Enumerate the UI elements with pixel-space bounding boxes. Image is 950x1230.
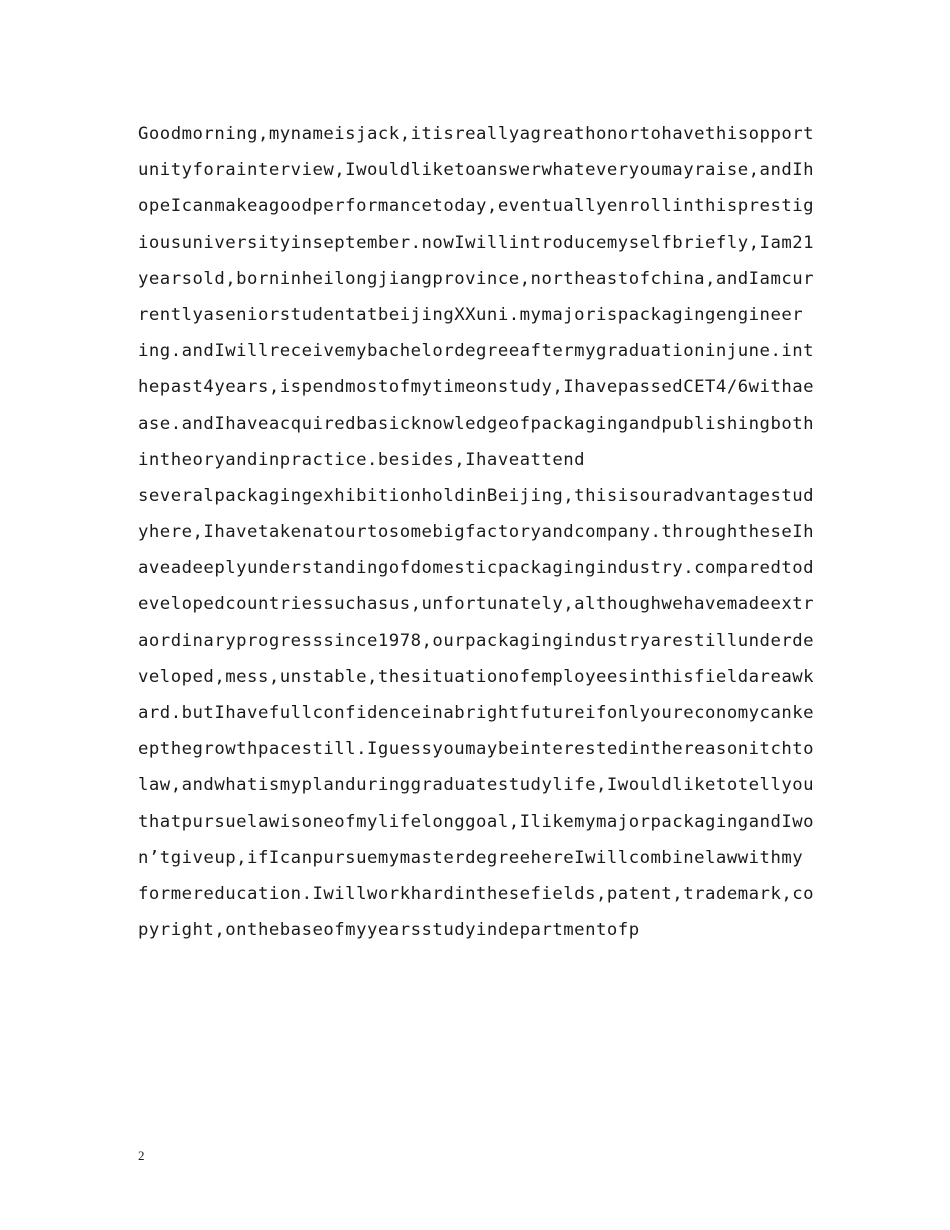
text-line: ing.andIwillreceivemybachelordegreeaftermygraduationinjune.int	[138, 341, 815, 362]
text-line: opeIcanmakeagoodperformancetoday,eventuallyenrollinthisprestig	[138, 196, 815, 217]
text-line: evelopedcountriessuchasus,unfortunately,althoughwehavemadeextr	[138, 594, 815, 615]
text-line: intheoryandinpractice.besides,Ihaveattend	[138, 449, 586, 470]
text-line: formereducation.Iwillworkhardinthesefields,patent,trademark,co	[138, 883, 815, 904]
text-line: rentlyaseniorstudentatbeijingXXuni.mymajorispackagingengineer	[138, 304, 804, 325]
text-line: Goodmorning,mynameisjack,itisreallyagreathonortohavethisopport	[138, 124, 815, 144]
text-line: pyright,onthebaseofmyyearsstudyindepartmentofp	[138, 920, 640, 941]
text-line: hepast4years,ispendmostofmytimeonstudy,IhavepassedCET4/6withae	[138, 377, 815, 398]
page-number: 2	[138, 1148, 145, 1163]
text-line: aveadeeplyunderstandingofdomesticpackagingindustry.comparedtod	[138, 558, 815, 579]
text-line: severalpackagingexhibitionholdinBeijing,thisisouradvantagestud	[138, 485, 815, 506]
text-line: thatpursuelawisoneofmylifelonggoal,IlikemymajorpackagingandIwo	[138, 811, 815, 832]
text-line: epthegrowthpacestill.Iguessyoumaybeinterestedinthereasonitchto	[138, 739, 815, 760]
text-line: ase.andIhaveacquiredbasicknowledgeofpackagingandpublishingboth	[138, 413, 815, 434]
text-line: yhere,Ihavetakenatourtosomebigfactoryandcompany.throughtheseIh	[138, 522, 815, 543]
text-line: yearsold,borninheilongjiangprovince,northeastofchina,andIamcur	[138, 268, 815, 289]
text-line: iousuniversityinseptember.nowIwillintroducemyselfbriefly,Iam21	[138, 232, 815, 253]
text-line: ard.butIhavefullconfidenceinabrightfutureifonlyoureconomycanke	[138, 703, 815, 723]
text-line: n’tgiveup,ifIcanpursuemymasterdegreehereIwillcombinelawwithmy	[138, 847, 804, 868]
text-line: unityforainterview,Iwouldliketoanswerwhateveryoumayraise,andIh	[138, 160, 815, 181]
text-line: aordinaryprogresssince1978,ourpackagingindustryarestillunderde	[138, 630, 815, 651]
text-line: veloped,mess,unstable,thesituationofemployeesinthisfieldareawk	[138, 666, 815, 687]
text-line: law,andwhatismyplanduringgraduatestudylife,Iwouldliketotellyou	[138, 775, 815, 796]
body-text	[138, 116, 828, 948]
